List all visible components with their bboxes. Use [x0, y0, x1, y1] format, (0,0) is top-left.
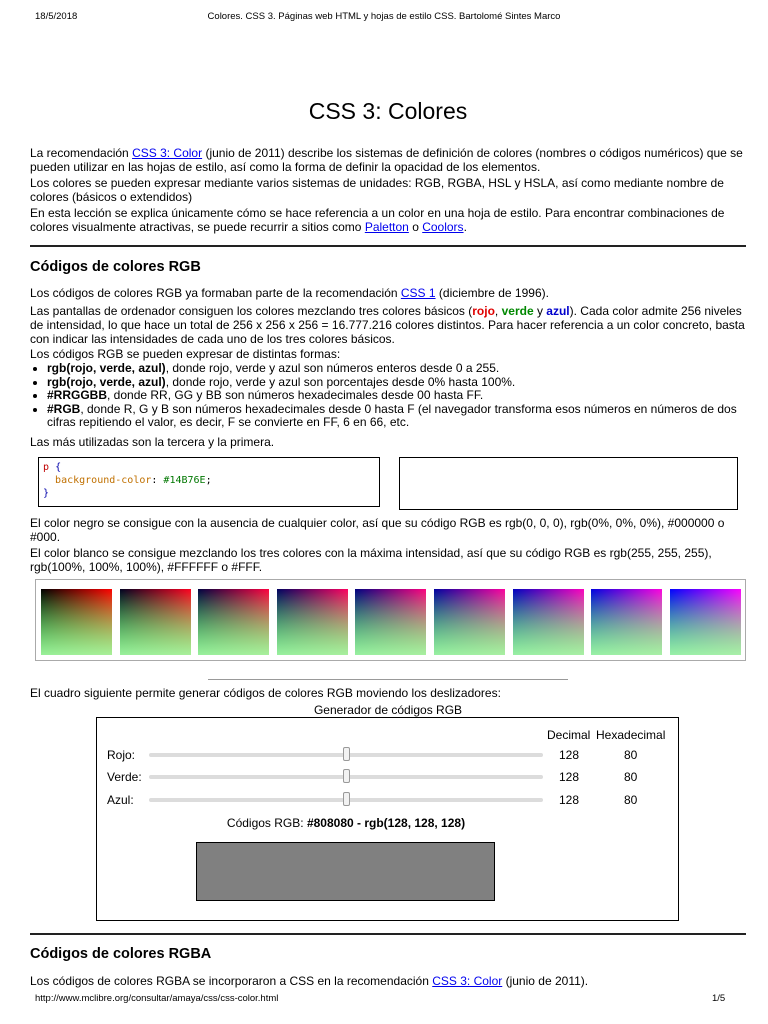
code-selector: p	[43, 462, 50, 473]
text: .	[463, 220, 467, 234]
text: La recomendación	[30, 146, 133, 160]
hex-column-header: Hexadecimal	[596, 728, 666, 742]
rgb-forms-list	[30, 362, 763, 430]
paletton-link[interactable]: Paletton	[364, 220, 409, 234]
green-slider-thumb[interactable]	[343, 769, 350, 783]
css3-color-link[interactable]: CSS 3: Color	[432, 974, 503, 988]
blue-word: azul	[546, 304, 570, 318]
code-example	[38, 457, 380, 507]
rgb-paragraph-2	[30, 304, 746, 346]
rgb-paragraph-3: Los códigos RGB se pueden expresar de distintas formas:	[30, 347, 341, 361]
print-date: 18/5/2018	[35, 11, 78, 22]
form-code: #RRGGBB	[47, 388, 108, 402]
generator-title: Generador de códigos RGB	[313, 703, 463, 717]
codes-separator: -	[353, 816, 365, 830]
decimal-column-header: Decimal	[547, 728, 591, 742]
intro-paragraph-1	[30, 146, 746, 174]
code-colon: :	[151, 475, 164, 486]
codes-label: Códigos RGB:	[226, 816, 307, 830]
rgb-heading: Códigos de colores RGB	[30, 259, 201, 275]
list-item	[47, 389, 763, 403]
section-divider	[30, 933, 746, 935]
form-code: rgb(rojo, verde, azul)	[47, 361, 166, 375]
color-square	[513, 589, 584, 655]
form-text: , donde rojo, verde y azul son porcentajes desde 0% hasta 100%.	[165, 374, 516, 389]
color-square	[198, 589, 269, 655]
green-label: Verde:	[107, 770, 142, 784]
codes-rgb: rgb(128, 128, 128)	[364, 816, 466, 830]
form-text: , donde rojo, verde y azul son números enteros desde 0 a 255.	[165, 361, 500, 375]
text: (junio de 2011).	[502, 974, 589, 988]
list-item	[47, 376, 763, 390]
page-number: 1/5	[712, 993, 726, 1004]
red-decimal: 128	[559, 748, 580, 762]
code-brace: {	[55, 462, 62, 473]
css1-link[interactable]: CSS 1	[400, 286, 436, 300]
form-text: , donde R, G y B son números hexadecimales desde 0 hasta F (el navegador transforma esos números en números de dos cifras repitiendo el valor, es decir, F se convierte en FF, 6 en 66, etc.	[47, 401, 737, 429]
color-swatch	[196, 842, 495, 901]
codes-hex: #808080	[306, 816, 354, 830]
color-square	[434, 589, 505, 655]
rgb-paragraph-white: El color blanco se consigue mezclando los tres colores con la máxima intensidad, así que su código RGB es rgb(255, 255, 255), rgb(100%, 100%, 100%), #FFFFFF o #FFF.	[30, 546, 712, 574]
list-item	[47, 403, 763, 430]
color-square	[591, 589, 662, 655]
color-square	[277, 589, 348, 655]
green-decimal: 128	[559, 770, 580, 784]
form-text: , donde RR, GG y BB son números hexadecimales desde 00 hasta FF.	[107, 388, 484, 402]
rgb-paragraph-generator: El cuadro siguiente permite generar códigos de colores RGB moviendo los deslizadores:	[30, 686, 501, 700]
green-word: verde	[501, 304, 534, 318]
rgb-generator	[96, 717, 679, 921]
intro-paragraph-3	[30, 206, 746, 234]
css3-color-link[interactable]: CSS 3: Color	[132, 146, 203, 160]
blue-slider[interactable]	[149, 798, 543, 802]
blue-slider-thumb[interactable]	[343, 792, 350, 806]
code-preview-box	[399, 457, 738, 510]
blue-hex: 80	[624, 793, 638, 807]
rgb-paragraph-1	[30, 286, 746, 300]
text: y	[533, 304, 547, 318]
red-label: Rojo:	[107, 748, 136, 762]
rgb-paragraph-black: El color negro se consigue con la ausencia de cualquier color, así que su código RGB es rgb(0, 0, 0), rgb(0%, 0%, 0%), #000000 o #000.	[30, 516, 725, 544]
rgb-paragraph-4: Las más utilizadas son la tercera y la primera.	[30, 435, 275, 449]
color-squares-grid	[35, 579, 746, 661]
print-title: Colores. CSS 3. Páginas web HTML y hojas de estilo CSS. Bartolomé Sintes Marco	[207, 11, 561, 22]
green-hex: 80	[624, 770, 638, 784]
list-item	[47, 362, 763, 376]
green-slider[interactable]	[149, 775, 543, 779]
text: (diciembre de 1996).	[435, 286, 549, 300]
text: Los códigos de colores RGB ya formaban parte de la recomendación	[30, 286, 401, 300]
section-divider	[30, 245, 746, 247]
red-word: rojo	[472, 304, 495, 318]
text: ). Cada color admite 256 niveles de intensidad, lo que hace un total de 256 x 256 x 256 = 16.777.216 colores distintos. Para hacer referencia a un color concreto, basta con indicar las intensidades de cada uno de los tres colores básicos.	[30, 304, 745, 346]
rgb-codes-output	[97, 816, 595, 830]
intro-paragraph-2: Los colores se pueden expresar mediante varios sistemas de unidades: RGB, RGBA, HSL y HSLA, así como mediante nombre de colores (básicos o extendidos)	[30, 176, 724, 204]
text: (junio de 2011) describe los sistemas de definición de colores (nombres o códigos numéricos) que se pueden utilizar en las hojas de estilo, así como la forma de definir la opacidad de los elementos.	[30, 146, 743, 174]
rgba-paragraph-1	[30, 974, 746, 988]
color-square	[355, 589, 426, 655]
print-header	[0, 0, 768, 28]
red-slider-thumb[interactable]	[343, 747, 350, 761]
form-code: rgb(rojo, verde, azul)	[47, 374, 166, 389]
red-slider[interactable]	[149, 753, 543, 757]
rgba-heading: Códigos de colores RGBA	[30, 946, 212, 962]
color-square	[41, 589, 112, 655]
print-url: http://www.mclibre.org/consultar/amaya/css/css-color.html	[35, 993, 279, 1004]
text: ,	[494, 304, 502, 318]
text: o	[408, 220, 423, 234]
light-divider	[208, 679, 568, 680]
code-value: #14B76E	[163, 475, 206, 486]
code-property: background-color	[55, 475, 152, 486]
text: Los códigos de colores RGBA se incorporaron a CSS en la recomendación	[30, 974, 433, 988]
coolors-link[interactable]: Coolors	[422, 220, 464, 234]
red-hex: 80	[624, 748, 638, 762]
code-semicolon: ;	[205, 475, 212, 486]
text: En esta lección se explica únicamente cómo se hace referencia a un color en una hoja de estilo. Para encontrar combinaciones de colores visualmente atractivas, se puede recurrir a sitios como	[30, 206, 725, 234]
form-code: #RGB	[47, 401, 81, 416]
color-square	[120, 589, 191, 655]
blue-decimal: 128	[559, 793, 580, 807]
page-title: CSS 3: Colores	[308, 98, 468, 124]
color-square	[670, 589, 741, 655]
blue-label: Azul:	[107, 793, 134, 807]
text: Las pantallas de ordenador consiguen los colores mezclando tres colores básicos (	[30, 304, 473, 318]
code-brace: }	[43, 488, 50, 499]
